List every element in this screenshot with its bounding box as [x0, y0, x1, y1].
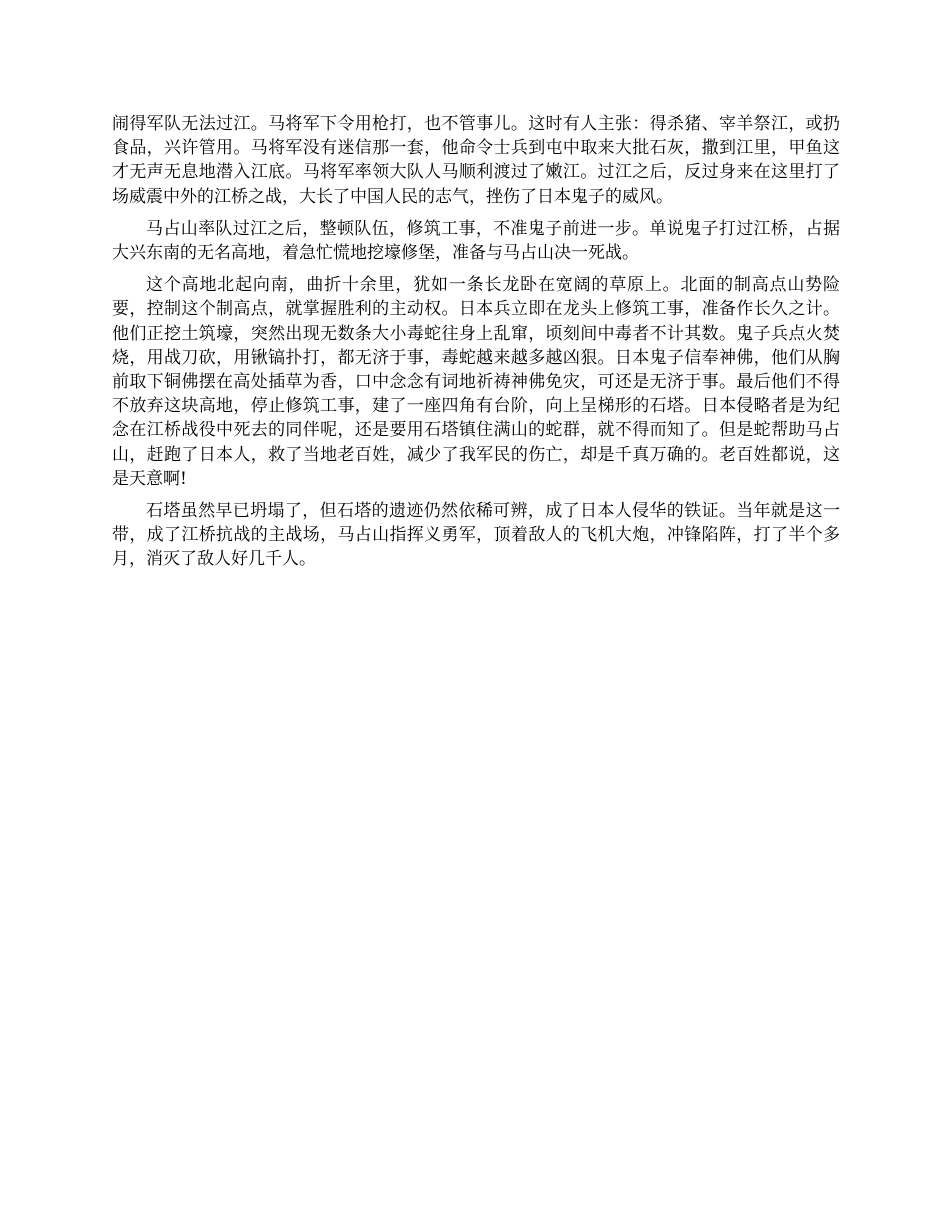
paragraph-4: 石塔虽然早已坍塌了，但石塔的遗迹仍然依稀可辨，成了日本人侵华的铁证。当年就是这一带，成了江桥抗战的主战场，马占山指挥义勇军，顶着敌人的飞机大炮，冲锋陷阵，打了半个多月，消灭了敌人好几千人。 [112, 501, 840, 570]
paragraph-3: 这个高地北起向南，曲折十余里，犹如一条长龙卧在宽阔的草原上。北面的制高点山势险要，控制这个制高点，就掌握胜利的主动权。日本兵立即在龙头上修筑工事，准备作长久之计。他们正挖土筑壕，突然出现无数条大小毒蛇往身上乱窜，顷刻间中毒者不计其数。鬼子兵点火焚烧，用战刀砍，用锹镐扑打，都无济于事，毒蛇越来越多越凶狠。日本鬼子信奉神佛，他们从胸前取下铜佛摆在高处插草为香，口中念念有词地祈祷神佛免灾，可还是无济于事。最后他们不得不放弃这块高地，停止修筑工事，建了一座四角有台阶，向上呈梯形的石塔。日本侵略者是为纪念在江桥战役中死去的同伴呢，还是要用石塔镇住满山的蛇群，就不得而知了。但是蛇帮助马占山，赶跑了日本人，救了当地老百姓，减少了我军民的伤亡，却是千真万确的。老百姓都说，这是天意啊! [112, 275, 840, 489]
document-page [112, 112, 840, 580]
paragraph-1: 闹得军队无法过江。马将军下令用枪打，也不管事儿。这时有人主张：得杀猪、宰羊祭江，或扔食品，兴许管用。马将军没有迷信那一套，他命令士兵到屯中取来大批石灰，撒到江里，甲鱼这才无声无息地潜入江底。马将军率领大队人马顺利渡过了嫩江。过江之后，反过身来在这里打了场威震中外的江桥之战，大长了中国人民的志气，挫伤了日本鬼子的威风。 [112, 114, 840, 207]
paragraph-2: 马占山率队过江之后，整顿队伍，修筑工事，不准鬼子前进一步。单说鬼子打过江桥，占据大兴东南的无名高地，着急忙慌地挖壕修堡，准备与马占山决一死战。 [112, 218, 840, 264]
